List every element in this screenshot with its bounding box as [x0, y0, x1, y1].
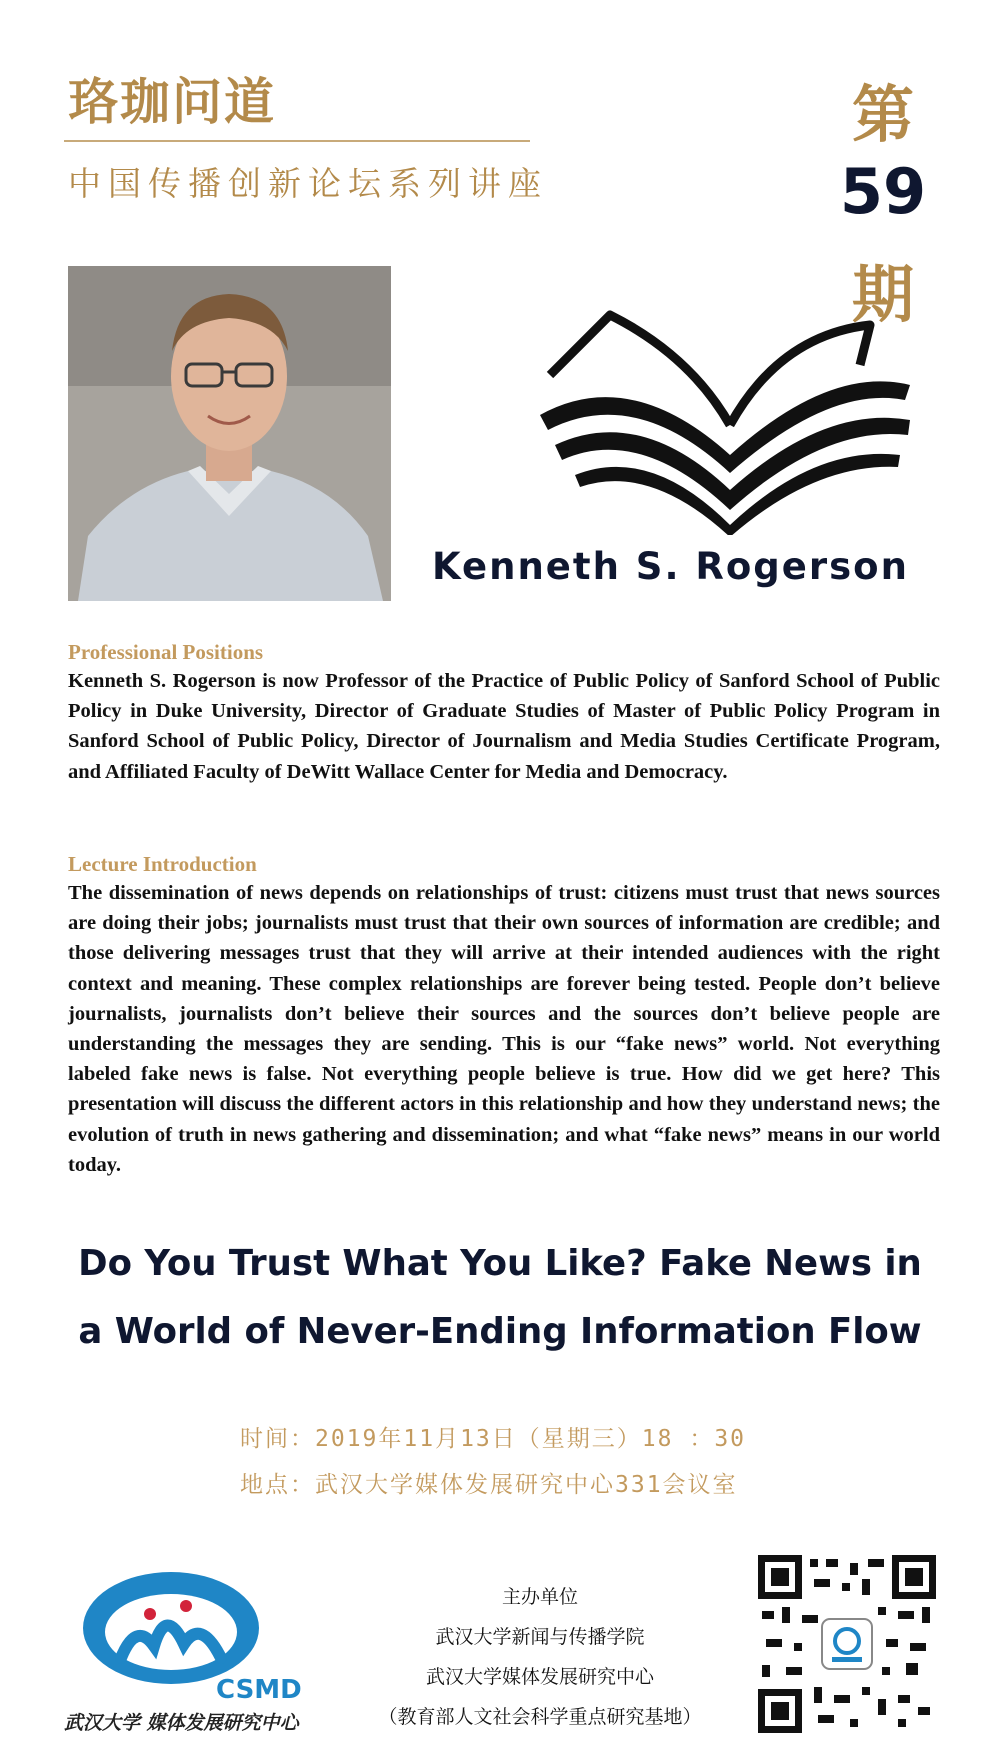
host-label: 主办单位 — [501, 1586, 578, 1608]
lecture-title-line-1: Do You Trust What You Like? Fake News in — [78, 1243, 922, 1284]
event-time: 时间：2019年11月13日（星期三）18 ：30 — [240, 1426, 747, 1452]
positions-text: Kenneth S. Rogerson is now Professor of the Practice of Public Policy of Sanford School of Public Policy in Duke University, Director of Graduate Studies of Master of Public Policy Program in Sanford School of Public Policy, Director of Journalism and Media Studies Certificate Program, and Affiliated Faculty of DeWitt Wallace Center for Media and Democracy. — [68, 670, 940, 783]
issue-number: 59 — [839, 155, 927, 228]
header-divider — [64, 140, 530, 142]
lecture-text: The dissemination of news depends on relationships of trust: citizens must trust that news sources are doing their jobs; journalists must trust that their own sources of information are credible; and those delivering messages trust that they will arrive at their intended audiences with the right context and meaning. These complex relationships are forever being tested. People don’t believe journalists, journalists don’t believe their sources and the sources don’t believe people are understanding the messages they are sending. This is our “fake news” world. Not everything labeled fake news is false. Not everything people believe is true. How did we get here? This presentation will discuss the different actors in this relationship and how they understand news; the evolution of truth in news gathering and dissemination; and what “fake news” means in our world today. — [68, 882, 940, 1176]
qr-code[interactable] — [758, 1555, 936, 1733]
host-school: 武汉大学新闻与传播学院 — [435, 1626, 645, 1648]
host-base: （教育部人文社会科学重点研究基地） — [378, 1706, 702, 1728]
logo-org-name: 武汉大学 媒体发展研究中心 — [64, 1712, 299, 1734]
event-place: 地点：武汉大学媒体发展研究中心331会议室 — [240, 1472, 738, 1498]
issue-prefix: 第 — [851, 78, 914, 151]
open-book-icon — [540, 305, 920, 535]
positions-heading: Professional Positions — [68, 640, 264, 664]
issue-suffix: 期 — [851, 258, 914, 331]
host-center: 武汉大学媒体发展研究中心 — [425, 1666, 654, 1688]
brand-subtitle: 中国传播创新论坛系列讲座 — [68, 164, 548, 203]
lecture-title — [40, 1230, 960, 1366]
speaker-photo — [68, 266, 391, 601]
logo-abbr: CSMD — [216, 1675, 302, 1705]
speaker-name: Kenneth S. Rogerson — [432, 545, 909, 588]
lecture-title-line-2: a World of Never-Ending Information Flow — [78, 1311, 922, 1352]
lecture-heading: Lecture Introduction — [68, 852, 257, 876]
brand-title: 珞珈问道 — [68, 73, 276, 131]
